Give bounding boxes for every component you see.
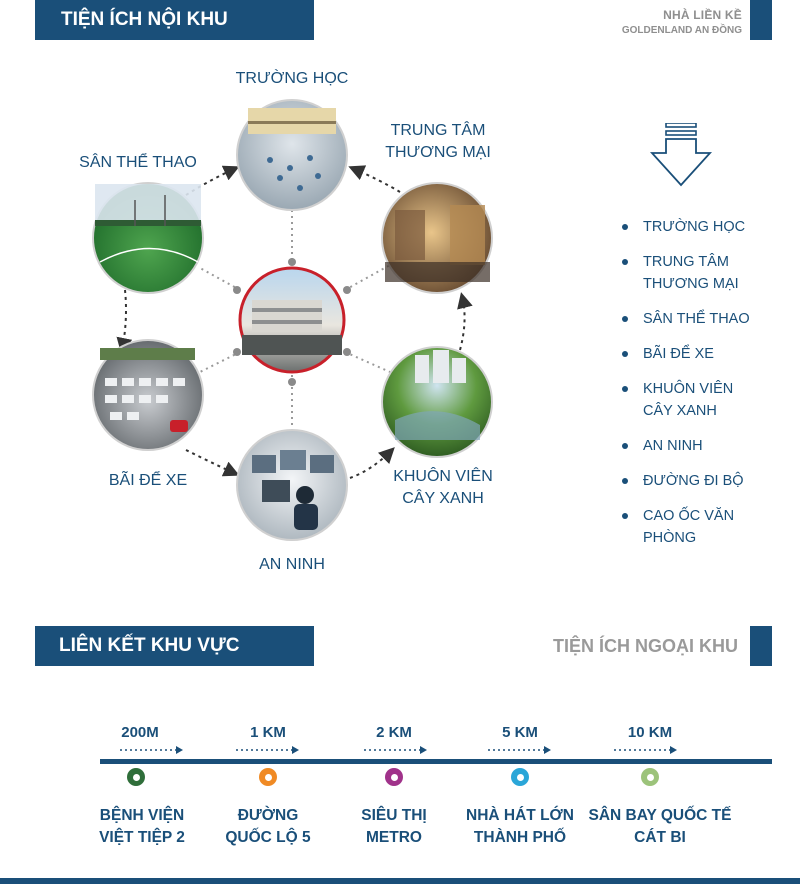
distance-label: 5 KM: [502, 724, 538, 741]
down-arrow-icon: [650, 123, 712, 187]
list-item: TRƯỜNG HỌC: [620, 216, 790, 238]
center-photo: [240, 268, 344, 372]
dotted-arrow-icon: [614, 745, 678, 755]
list-item: BÃI ĐỂ XE: [620, 343, 790, 365]
park-photo: [382, 347, 492, 457]
location-pin-icon: [641, 768, 659, 786]
security-photo: [237, 430, 347, 540]
node-label-security: AN NINH: [259, 556, 325, 573]
bullet-icon: [622, 316, 628, 322]
node-label-mall: TRUNG TÂM THƯƠNG MẠI: [385, 122, 491, 161]
place-label: SIÊU THỊ METRO: [361, 807, 427, 846]
location-pin-icon: [259, 768, 277, 786]
place-label: BỆNH VIỆN VIỆT TIỆP 2: [99, 807, 185, 846]
amenity-list: [620, 216, 790, 549]
list-item: SÂN THỂ THAO: [620, 308, 790, 330]
bottom-rule: [0, 878, 800, 884]
list-item: CAO ỐC VĂN PHÒNG: [620, 505, 790, 549]
list-item: KHUÔN VIÊN CÂY XANH: [620, 378, 790, 422]
parking-photo: [93, 340, 203, 450]
dotted-arrow-icon: [120, 745, 184, 755]
node-label-parking: BÃI ĐỂ XE: [108, 472, 188, 489]
bullet-icon: [622, 443, 628, 449]
external-amenities-title: TIỆN ÍCH NGOẠI KHU: [552, 636, 738, 656]
bullet-icon: [622, 224, 628, 230]
bullet-icon: [622, 513, 628, 519]
node-label-school: TRƯỜNG HỌC: [235, 70, 349, 87]
dotted-arrow-icon: [236, 745, 300, 755]
mid-right-accent-bar: [750, 626, 772, 666]
regional-links-title: LIÊN KẾT KHU VỰC: [59, 635, 240, 656]
bullet-icon: [622, 478, 628, 484]
regional-links-header: [35, 626, 314, 666]
bullet-icon: [622, 351, 628, 357]
project-type: NHÀ LIỀN KỀ: [663, 8, 742, 22]
location-pin-icon: [127, 768, 145, 786]
node-label-sports: SÂN THỂ THAO: [79, 154, 197, 171]
project-name: GOLDENLAND AN ĐỒNG: [621, 25, 742, 36]
mall-photo: [382, 183, 492, 293]
distance-label: 10 KM: [627, 724, 673, 741]
place-label: NHÀ HÁT LỚN THÀNH PHỐ: [466, 807, 574, 846]
list-item: AN NINH: [620, 435, 790, 457]
place-label: SÂN BAY QUỐC TẾ CÁT BI: [588, 807, 732, 846]
distance-label: 1 KM: [250, 724, 286, 741]
node-label-park: KHUÔN VIÊN CÂY XANH: [393, 468, 493, 507]
list-item: TRUNG TÂM THƯƠNG MẠI: [620, 251, 790, 295]
location-pin-icon: [385, 768, 403, 786]
distance-label: 2 KM: [376, 724, 412, 741]
project-label: [622, 8, 742, 36]
dotted-arrow-icon: [488, 745, 552, 755]
sports-field-photo: [93, 183, 203, 293]
list-item: ĐƯỜNG ĐI BỘ: [620, 470, 790, 492]
bullet-icon: [622, 386, 628, 392]
distance-label: 200M: [121, 724, 159, 741]
place-label: ĐƯỜNG QUỐC LỘ 5: [225, 807, 311, 846]
internal-amenities-title: TIỆN ÍCH NỘI KHU: [61, 9, 228, 30]
dotted-arrow-icon: [364, 745, 428, 755]
top-right-accent-bar: [750, 0, 772, 40]
amenity-diagram-svg: [0, 0, 560, 600]
school-photo: [237, 100, 347, 210]
bullet-icon: [622, 259, 628, 265]
timeline-line: [100, 759, 772, 764]
location-pin-icon: [511, 768, 529, 786]
amenity-diagram: [0, 0, 560, 600]
